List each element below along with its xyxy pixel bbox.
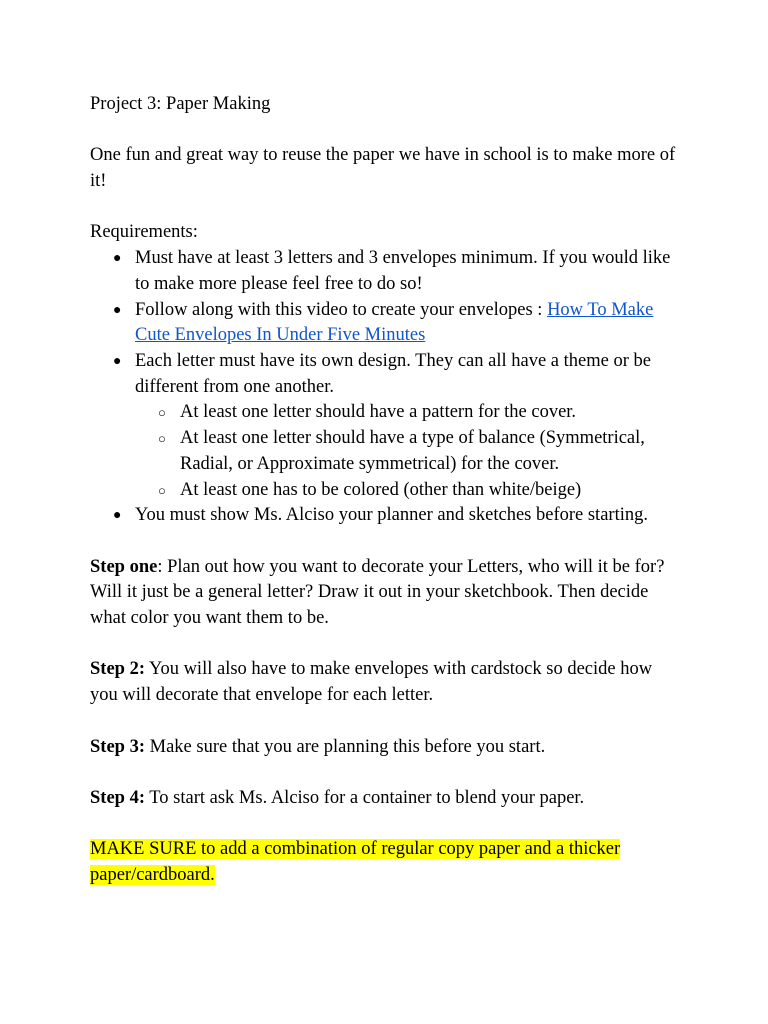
bullet-hollow-icon: ○: [158, 405, 166, 421]
note-text: MAKE SURE to add a combination of regular copy paper and a thicker paper/cardboard.: [90, 839, 621, 885]
sub-requirement-item: [135, 426, 682, 477]
step-two-paragraph: [90, 657, 682, 708]
requirement-item: [90, 246, 682, 297]
sub-requirement-item: [135, 400, 682, 426]
document-page: [90, 92, 682, 889]
requirement-text: Follow along with this video to create your envelopes :: [135, 299, 548, 320]
step-four-label: Step 4:: [90, 787, 145, 808]
requirements-list: [90, 246, 682, 529]
step-three-label: Step 3:: [90, 736, 145, 757]
requirements-heading: Requirements:: [90, 222, 198, 243]
sub-requirement-item: [135, 478, 682, 504]
bullet-filled-icon: ●: [113, 354, 122, 369]
step-three-text: Make sure that you are planning this before you start.: [145, 736, 546, 757]
bullet-filled-icon: ●: [113, 508, 122, 524]
requirement-item: [90, 349, 682, 503]
step-four-text: To start ask Ms. Alciso for a container to blend your paper.: [145, 787, 585, 808]
bullet-hollow-icon: ○: [158, 482, 166, 498]
step-one-text: : Plan out how you want to decorate your Letters, who will it be for? Will it just be a general letter? Draw it out in your sketchbook. Then decide what color you want them to be.: [90, 556, 665, 629]
envelope-video-link[interactable]: How To Make Cute Envelopes In Under Five Minutes: [135, 299, 654, 346]
intro-paragraph: One fun and great way to reuse the paper we have in school is to make more of it!: [90, 145, 676, 192]
step-four-paragraph: [90, 786, 682, 812]
highlighted-note: [90, 837, 682, 888]
requirement-text: Each letter must have its own design. They can all have a theme or be different from one another.: [135, 351, 651, 397]
step-one-label: Step one: [90, 556, 158, 577]
requirement-item: [90, 298, 682, 349]
sub-requirement-text: At least one letter should have a pattern for the cover.: [180, 402, 577, 423]
sub-requirements-list: [135, 400, 682, 503]
bullet-filled-icon: ●: [113, 302, 122, 318]
bullet-filled-icon: ●: [113, 251, 122, 267]
step-two-label: Step 2:: [90, 659, 145, 680]
step-one-paragraph: [90, 555, 682, 632]
step-three-paragraph: [90, 735, 682, 761]
sub-requirement-text: At least one letter should have a type of balance (Symmetrical, Radial, or Approximate symmetrical) for the cover.: [180, 428, 645, 474]
step-two-text: You will also have to make envelopes with cardstock so decide how you will decorate that envelope for each letter.: [90, 659, 653, 706]
requirement-text: You must show Ms. Alciso your planner and sketches before starting.: [135, 505, 648, 526]
sub-requirement-text: At least one has to be colored (other than white/beige): [180, 479, 582, 500]
requirement-text: Must have at least 3 letters and 3 envelopes minimum. If you would like to make more please feel free to do so!: [135, 248, 671, 294]
bullet-hollow-icon: ○: [158, 431, 166, 447]
requirement-item: [90, 503, 682, 529]
document-title: Project 3: Paper Making: [90, 94, 271, 114]
